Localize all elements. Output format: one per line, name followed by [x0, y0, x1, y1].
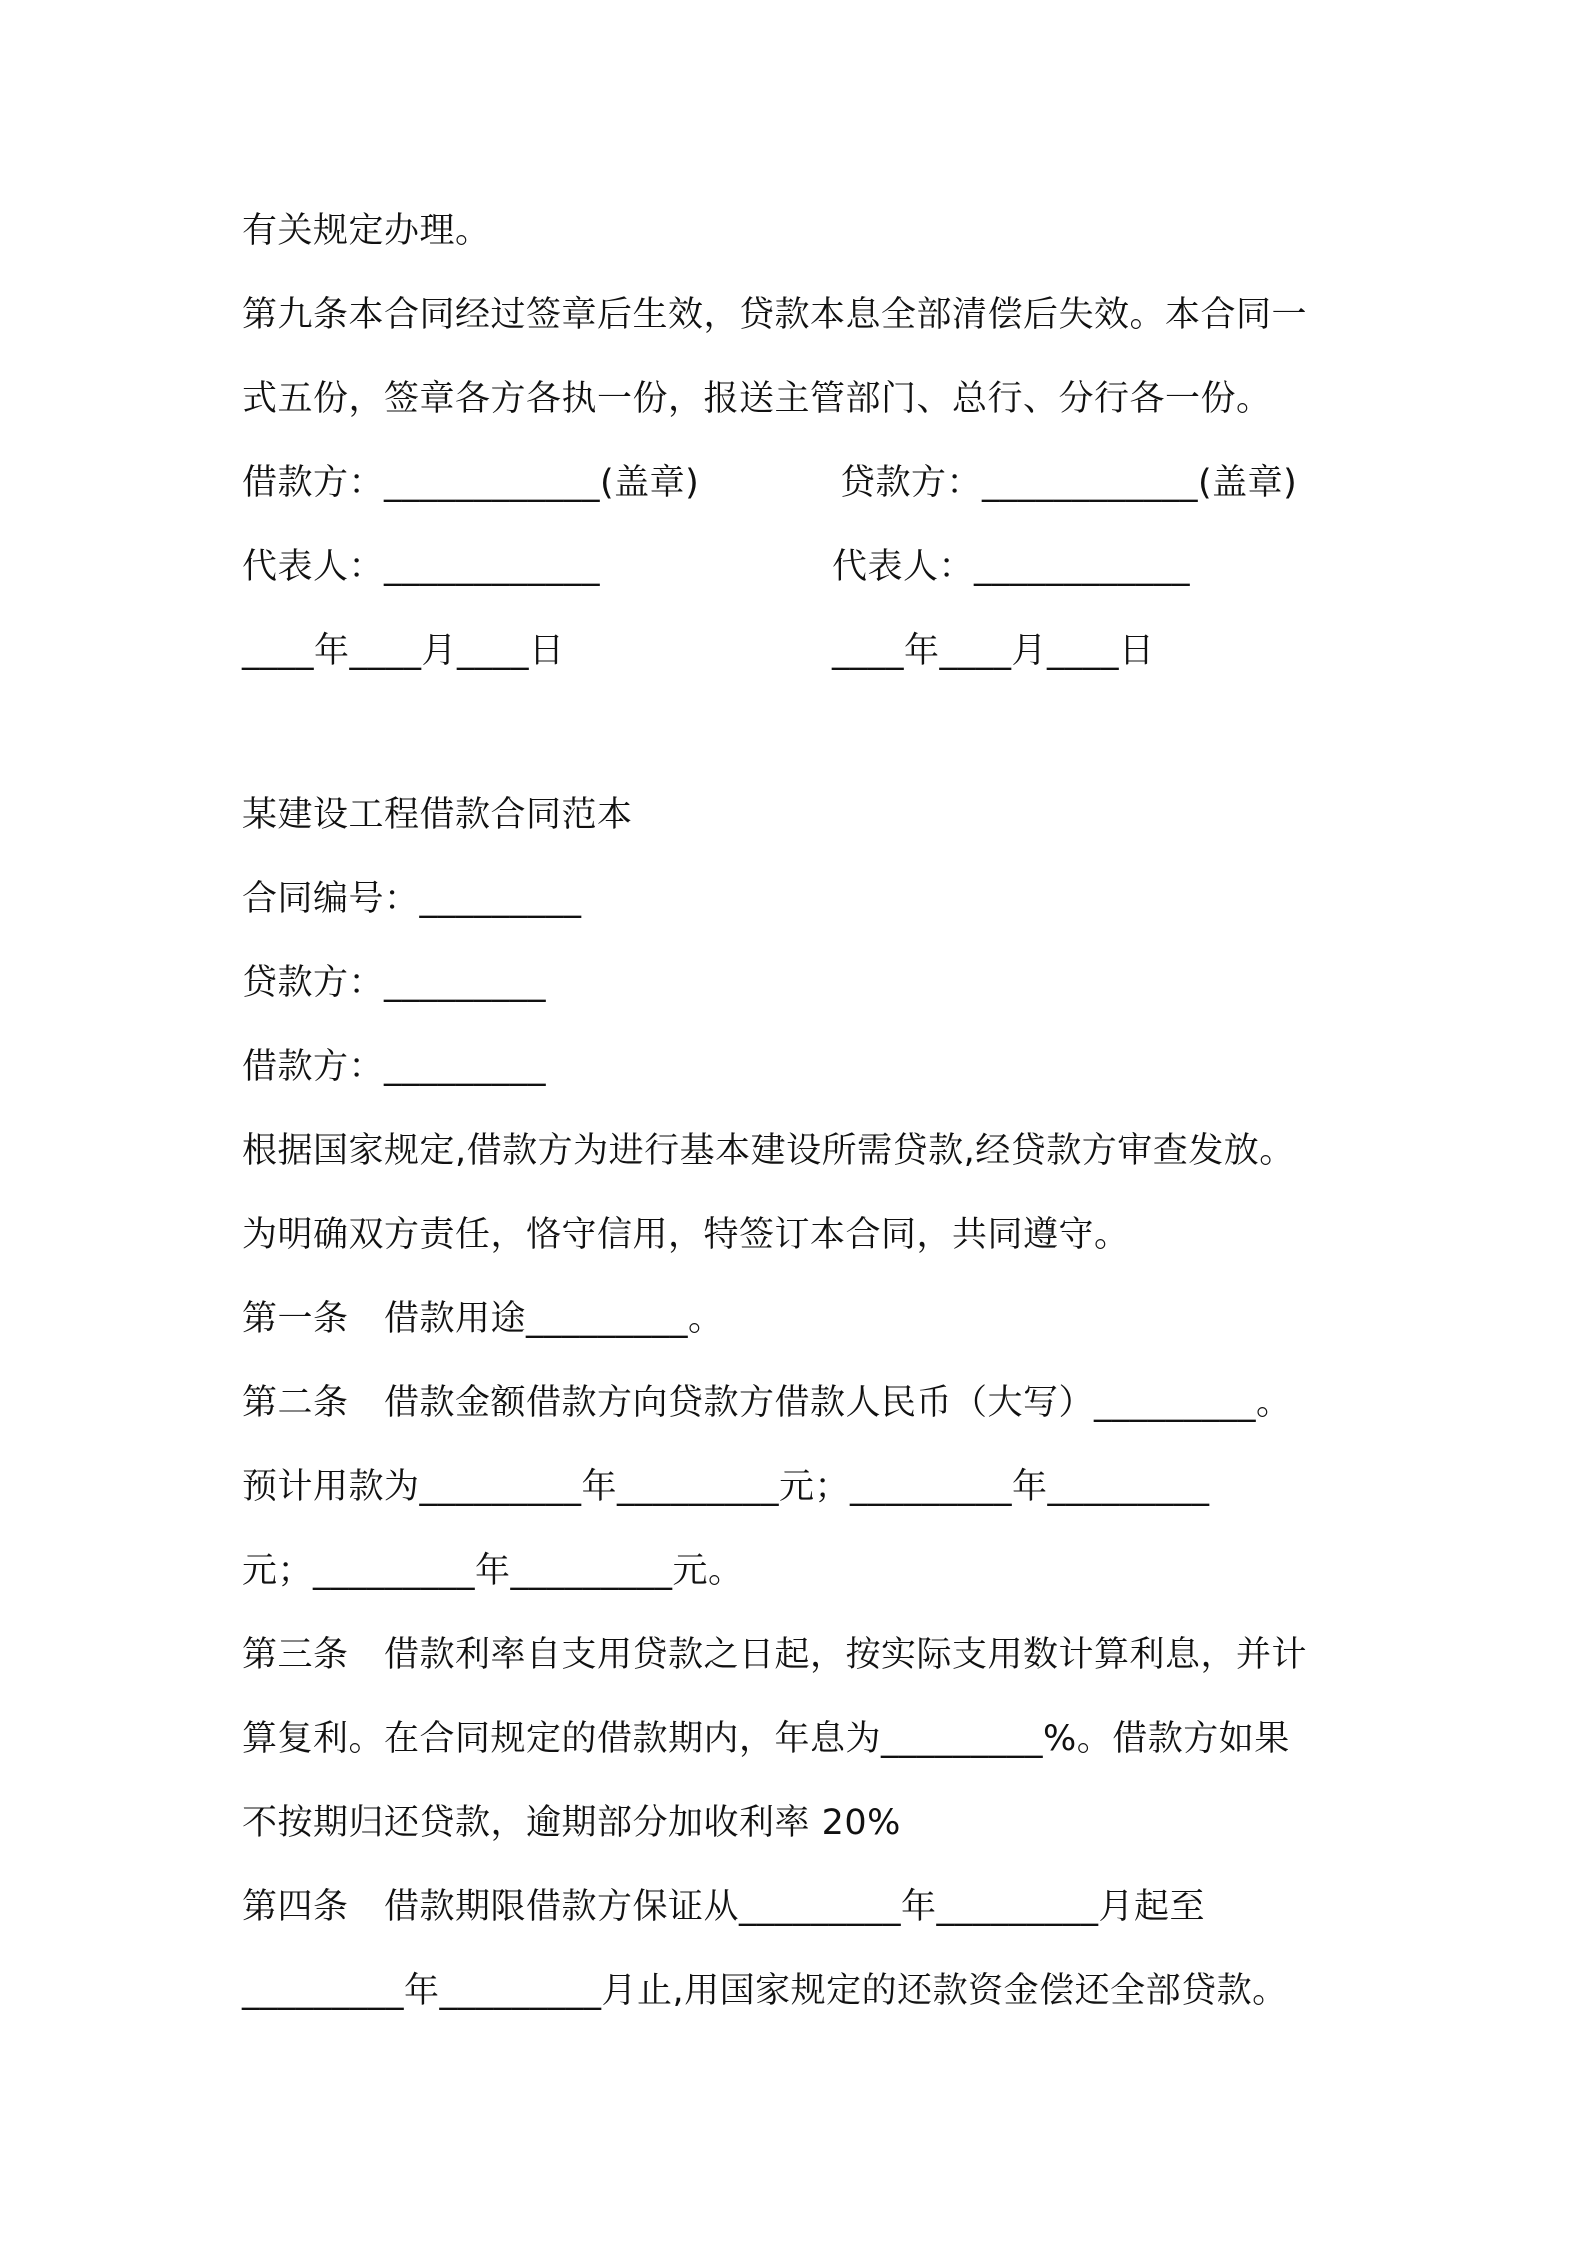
text-line: 式五份，签章各方各执一份，报送主管部门、总行、分行各一份。: [242, 379, 1272, 419]
article-1: 第一条 借款用途_________。: [242, 1299, 724, 1339]
representative-left: 代表人：____________: [242, 547, 601, 587]
article-3-line: 第三条 借款利率自支用贷款之日起，按实际支用数计算利息，并计: [242, 1635, 1308, 1675]
article-2-line: 预计用款为_________年_________元；_________年_________: [242, 1467, 1210, 1507]
contract-number: 合同编号：_________: [242, 879, 582, 919]
contract-title: 某建设工程借款合同范本: [242, 795, 633, 835]
representative-right: 代表人：____________: [832, 547, 1191, 587]
date-left: ____年____月____日: [242, 631, 565, 671]
borrower-signature-label: 借款方：____________(盖章): [242, 463, 700, 503]
borrower-field: 借款方：_________: [242, 1047, 547, 1087]
article-2-line: 第二条 借款金额借款方向贷款方借款人民币（大写）_________。: [242, 1383, 1292, 1423]
lender-signature-label: 贷款方：____________(盖章): [840, 463, 1298, 503]
lender-field: 贷款方：_________: [242, 963, 547, 1003]
article-4-line: _________年_________月止,用国家规定的还款资金偿还全部贷款。: [242, 1971, 1288, 2011]
date-right: ____年____月____日: [832, 631, 1155, 671]
text-line: 第九条本合同经过签章后生效，贷款本息全部清偿后失效。本合同一: [242, 295, 1308, 335]
article-3-line: 算复利。在合同规定的借款期内，年息为_________%。借款方如果: [242, 1719, 1290, 1759]
intro-line: 为明确双方责任，恪守信用，特签订本合同，共同遵守。: [242, 1215, 1130, 1255]
intro-line: 根据国家规定,借款方为进行基本建设所需贷款,经贷款方审查发放。: [242, 1131, 1295, 1171]
article-2-line: 元；_________年_________元。: [242, 1551, 744, 1591]
article-4-line: 第四条 借款期限借款方保证从_________年_________月起至: [242, 1887, 1206, 1927]
article-3-line: 不按期归还贷款，逾期部分加收利率 20%: [242, 1803, 901, 1843]
text-line: 有关规定办理。: [242, 211, 491, 251]
